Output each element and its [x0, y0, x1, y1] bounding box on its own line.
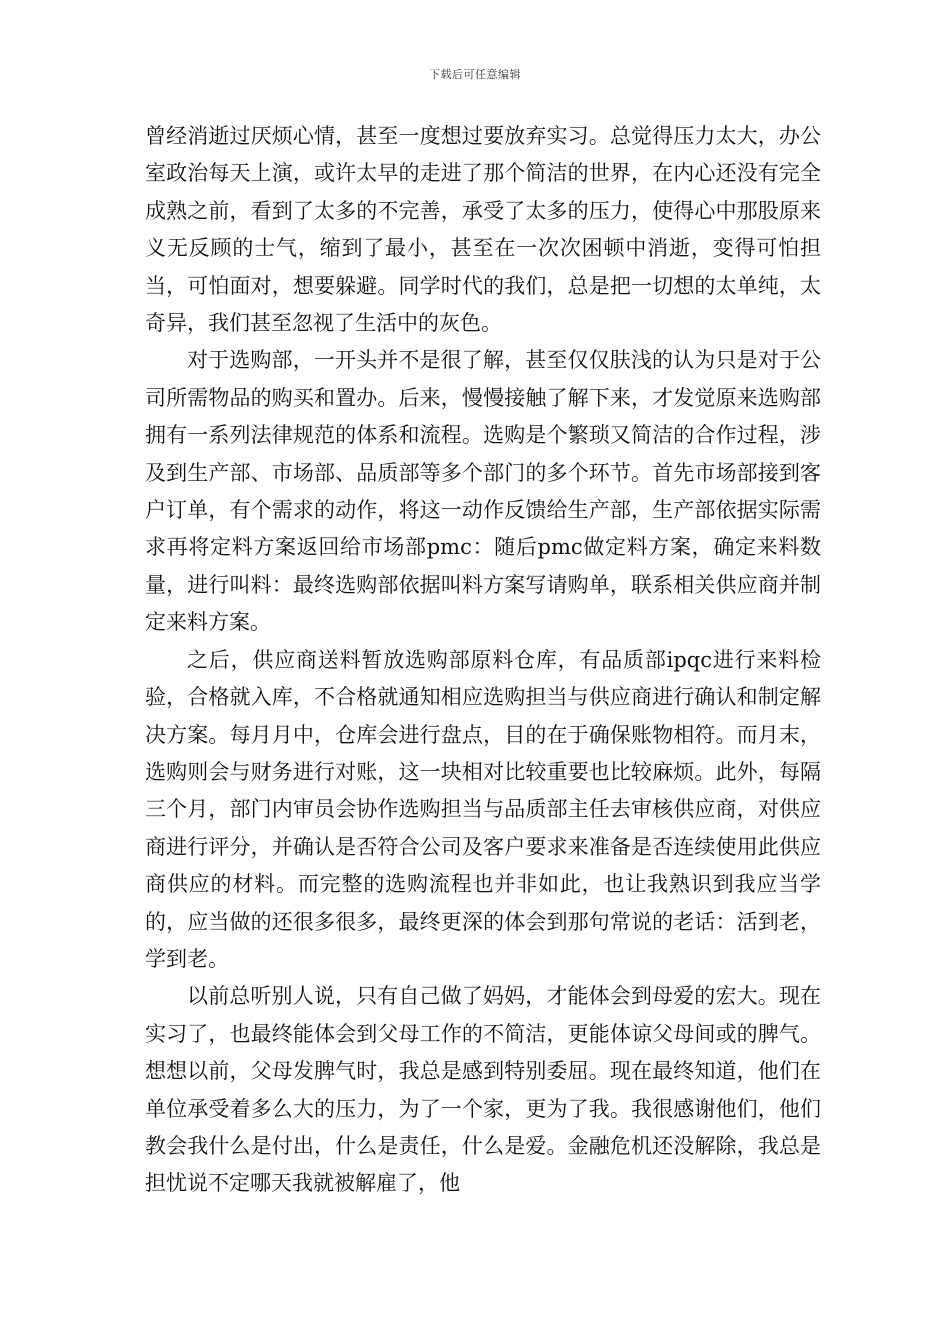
- paragraph-1: 曾经消逝过厌烦心情，甚至一度想过要放弃实习。总觉得压力太大，办公室政治每天上演，或许太早的走进了那个简洁的世界，在内心还没有完全成熟之前，看到了太多的不完善，承受了太多的压力，使得心中那股原来义无反顾的士气，缩到了最小，甚至在一次次困顿中消逝，变得可怕担当，可怕面对，想要躲避。同学时代的我们，总是把一切想的太单纯，太奇异，我们甚至忽视了生活中的灰色。: [145, 124, 821, 336]
- document-body: [145, 118, 821, 1203]
- paragraph-3: 之后，供应商送料暂放选购部原料仓库，有品质部ipqc进行来料检验，合格就入库，不合格就通知相应选购担当与供应商进行确认和制定解决方案。每月月中，仓库会进行盘点，目的在于确保账物相符。而月末，选购则会与财务进行对账，这一块相对比较重要也比较麻烦。此外，每隔三个月，部门内审员会协作选购担当与品质部主任去审核供应商，对供应商进行评分，并确认是否符合公司及客户要求来准备是否连续使用此供应商供应的材料。而完整的选购流程也并非如此，也让我熟识到我应当学的，应当做的还很多很多，最终更深的体会到那句常说的老话：活到老，学到老。: [145, 647, 821, 971]
- paragraph-4: 以前总听别人说，只有自己做了妈妈，才能体会到母爱的宏大。现在实习了，也最终能体会到父母工作的不简洁，更能体谅父母间或的脾气。想想以前，父母发脾气时，我总是感到特别委屈。现在最终知道，他们在单位承受着多么大的压力，为了一个家，更为了我。我很感谢他们，他们教会我什么是付出，什么是责任，什么是爱。金融危机还没解除，我总是担忧说不定哪天我就被解雇了，他: [145, 984, 821, 1196]
- paragraph-2: 对于选购部，一开头并不是很了解，甚至仅仅肤浅的认为只是对于公司所需物品的购买和置办。后来，慢慢接触了解下来，才发觉原来选购部拥有一系列法律规范的体系和流程。选购是个繁琐又简洁的合作过程，涉及到生产部、市场部、品质部等多个部门的多个环节。首先市场部接到客户订单，有个需求的动作，将这一动作反馈给生产部，生产部依据实际需求再将定料方案返回给市场部pmc：随后pmc做定料方案，确定来料数量，进行叫料：最终选购部依据叫料方案写请购单，联系相关供应商并制定来料方案。: [145, 348, 821, 635]
- page-header: 下载后可任意编辑: [429, 68, 521, 81]
